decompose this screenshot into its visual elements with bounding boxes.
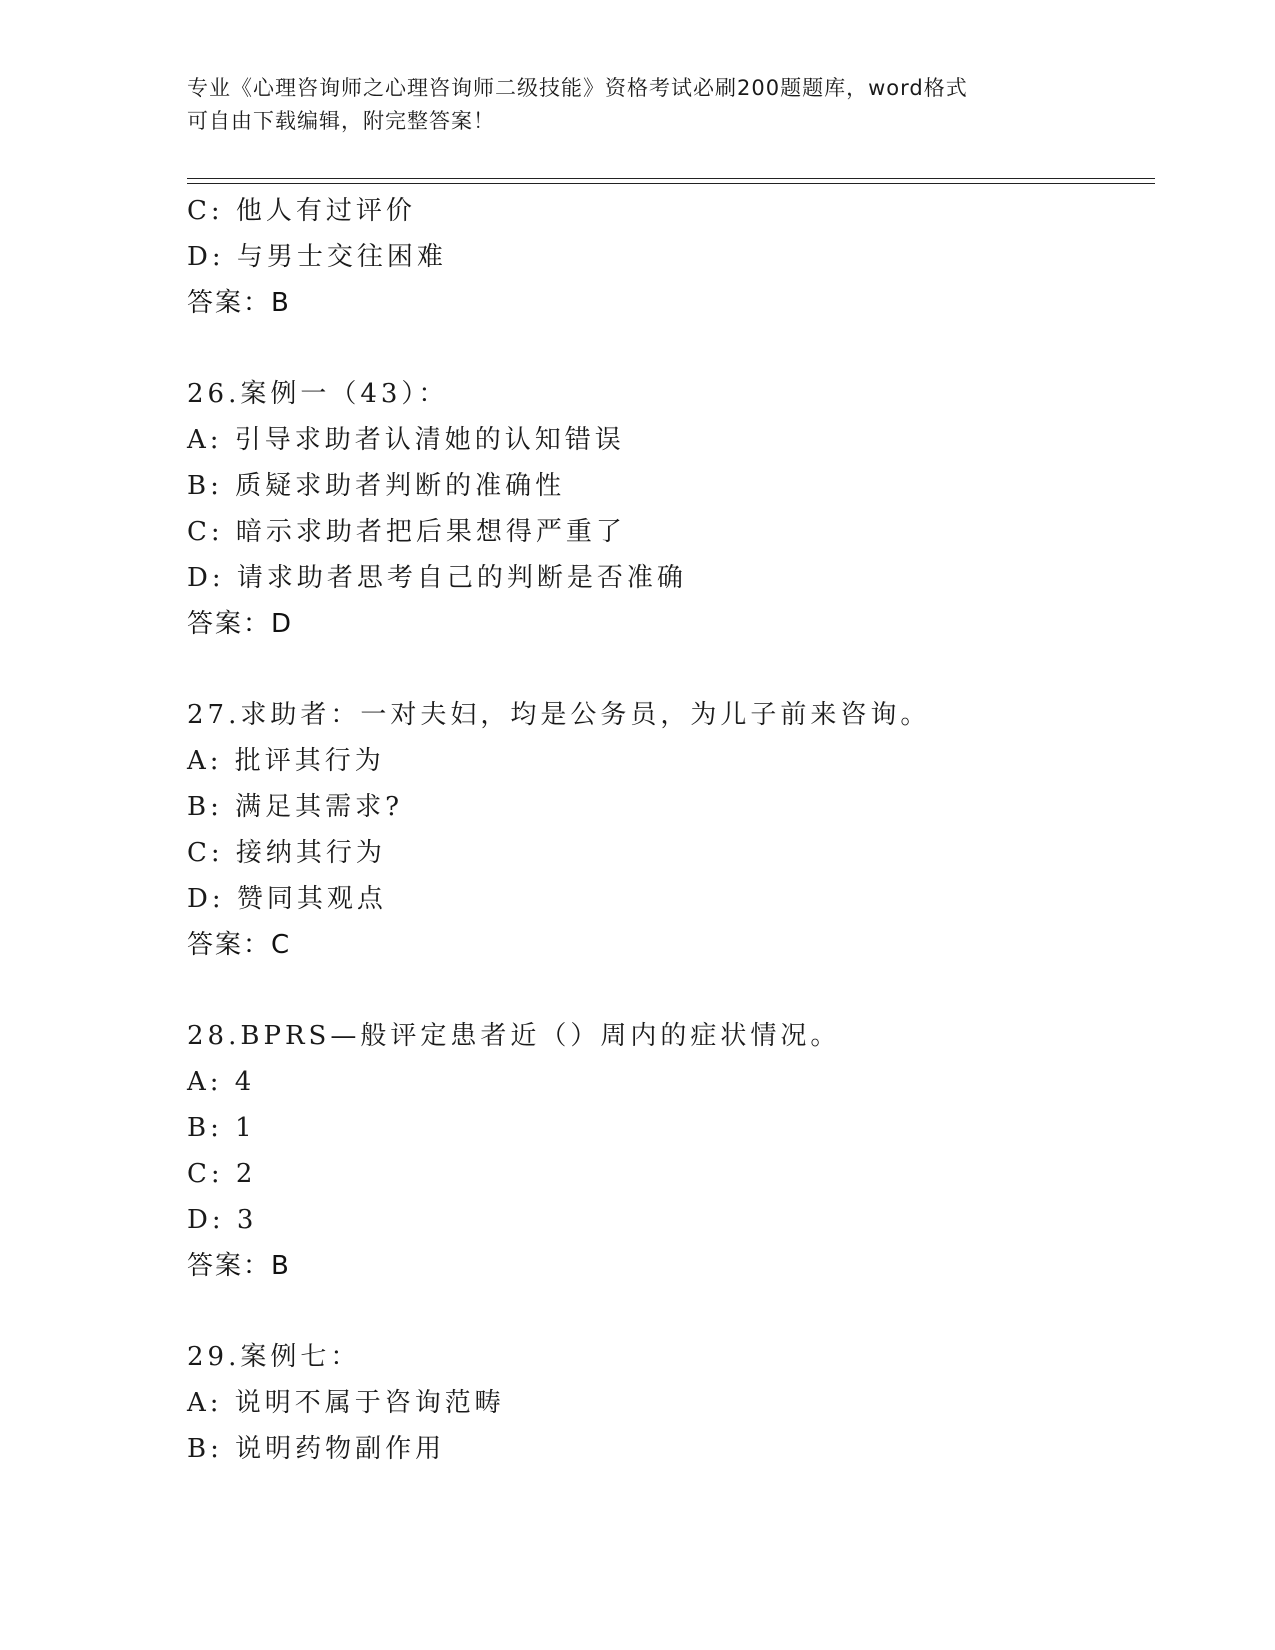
header-divider-bottom xyxy=(187,183,1155,184)
answer-line: 答案：D xyxy=(187,609,294,639)
question-list xyxy=(187,188,1155,1472)
question-stem: 29.案例七： xyxy=(187,1342,361,1372)
question-stem: 26.案例一（43）： xyxy=(187,379,449,409)
option-c: C: 2 xyxy=(187,1159,257,1189)
question-28 xyxy=(187,1013,1155,1289)
option-a: A: 4 xyxy=(187,1067,256,1097)
option-b: B: 满足其需求? xyxy=(187,792,404,822)
question-stem: 28.BPRS—般评定患者近（）周内的症状情况。 xyxy=(187,1021,841,1051)
question-stem: 27.求助者：一对夫妇，均是公务员，为儿子前来咨询。 xyxy=(187,700,931,730)
question-27 xyxy=(187,692,1155,968)
option-b: B: 说明药物副作用 xyxy=(187,1434,446,1464)
option-d: D: 与男士交往困难 xyxy=(187,242,447,272)
answer-line: 答案：B xyxy=(187,1251,291,1281)
option-a: A: 引导求助者认清她的认知错误 xyxy=(187,425,625,455)
option-d: D: 赞同其观点 xyxy=(187,884,387,914)
page-header xyxy=(187,72,1087,138)
option-b: B: 1 xyxy=(187,1113,256,1143)
question-26 xyxy=(187,371,1155,647)
option-c: C: 暗示求助者把后果想得严重了 xyxy=(187,517,626,547)
option-b: B: 质疑求助者判断的准确性 xyxy=(187,471,566,501)
option-a: A: 说明不属于咨询范畴 xyxy=(187,1388,505,1418)
option-c: C: 接纳其行为 xyxy=(187,838,386,868)
header-line-2: 可自由下载编辑，附完整答案！ xyxy=(187,109,495,133)
option-c: C: 他人有过评价 xyxy=(187,196,416,226)
option-d: D: 请求助者思考自己的判断是否准确 xyxy=(187,563,687,593)
answer-line: 答案：B xyxy=(187,288,291,318)
header-line-1: 专业《心理咨询师之心理咨询师二级技能》资格考试必刷200题题库，word格式 xyxy=(187,76,968,100)
option-a: A: 批评其行为 xyxy=(187,746,385,776)
answer-line: 答案：C xyxy=(187,930,292,960)
header-divider-top xyxy=(187,178,1155,179)
option-d: D: 3 xyxy=(187,1205,258,1235)
question-continued xyxy=(187,188,1155,326)
question-29 xyxy=(187,1334,1155,1472)
